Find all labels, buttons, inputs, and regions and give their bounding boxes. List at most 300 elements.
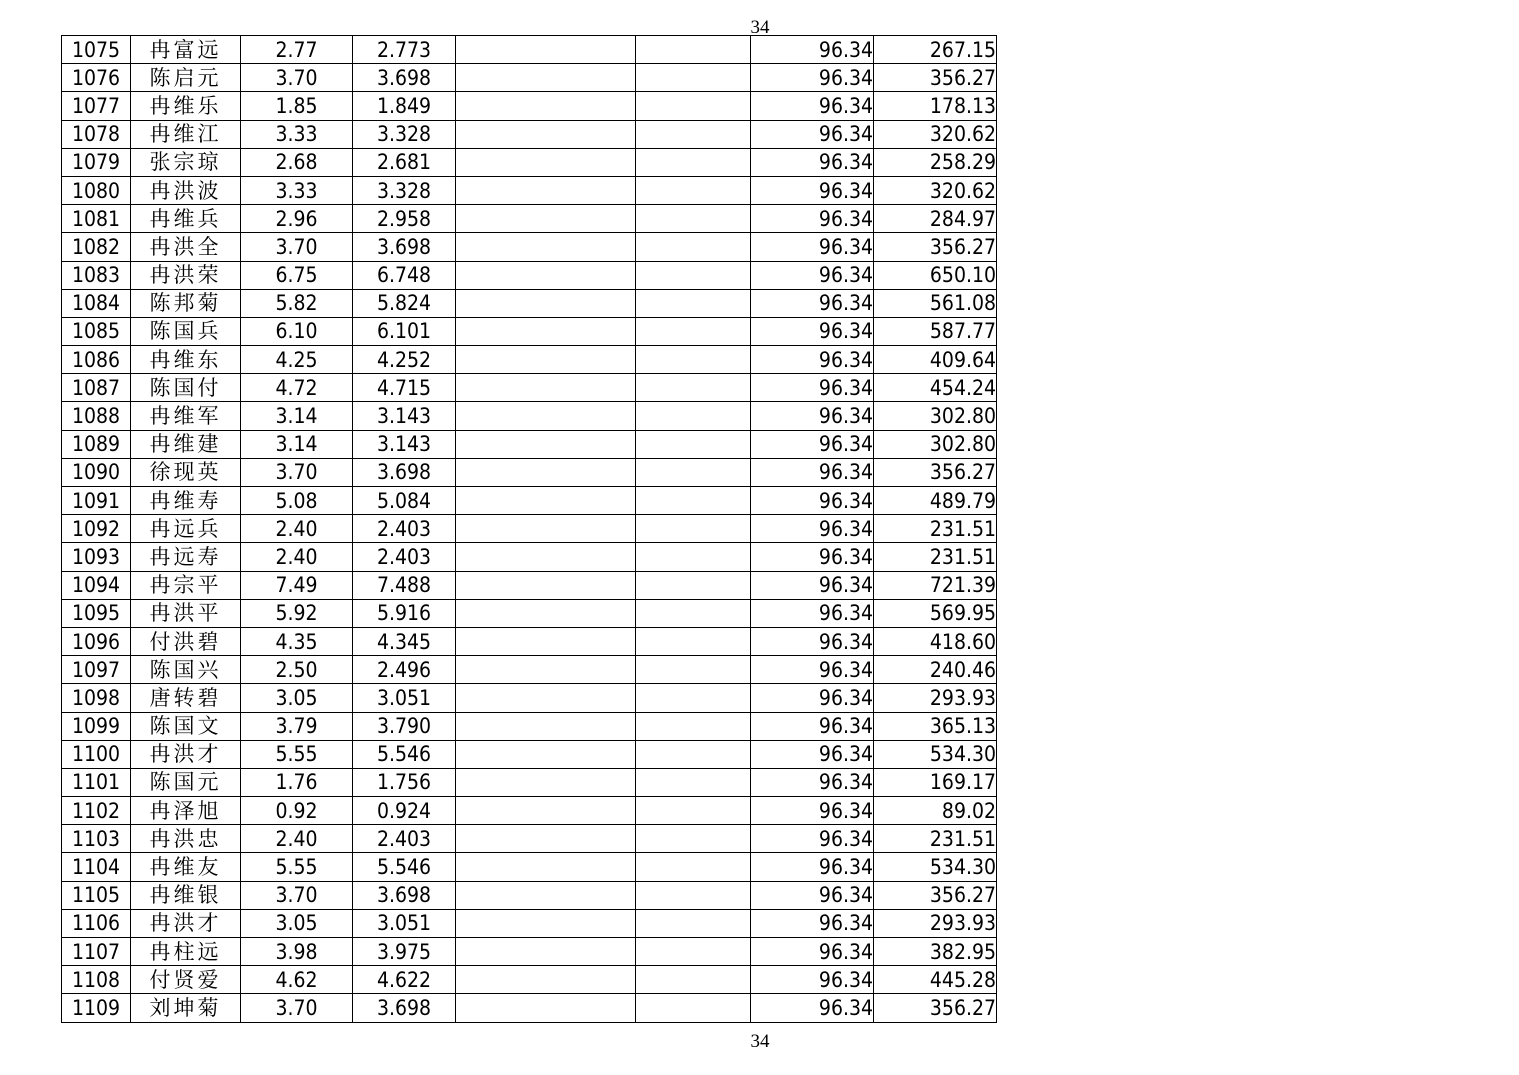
blank-cell [636, 289, 751, 317]
blank-cell [636, 64, 751, 92]
price-cell: 96.34 [751, 571, 874, 599]
blank-cell [636, 656, 751, 684]
table-row [62, 148, 997, 176]
table-row [62, 797, 997, 825]
blank-cell [456, 402, 636, 430]
name-cell: 冉维建 [131, 430, 241, 458]
price-cell: 96.34 [751, 317, 874, 345]
name-cell: 冉洪才 [131, 909, 241, 937]
blank-cell [456, 176, 636, 204]
area-cell: 4.35 [241, 627, 353, 655]
blank-cell [456, 684, 636, 712]
table-row [62, 205, 997, 233]
row-number-cell: 1075 [62, 36, 131, 64]
amount-cell: 561.08 [874, 289, 997, 317]
row-number-cell: 1106 [62, 909, 131, 937]
area-exact-cell: 2.773 [353, 36, 456, 64]
blank-cell [636, 233, 751, 261]
area-cell: 3.14 [241, 402, 353, 430]
row-number-cell: 1085 [62, 317, 131, 345]
row-number-cell: 1078 [62, 120, 131, 148]
blank-cell [456, 909, 636, 937]
amount-cell: 356.27 [874, 64, 997, 92]
table-row [62, 515, 997, 543]
page-number-top: 34 [750, 17, 770, 38]
amount-cell: 293.93 [874, 909, 997, 937]
name-cell: 唐转碧 [131, 684, 241, 712]
area-exact-cell: 3.790 [353, 712, 456, 740]
blank-cell [456, 853, 636, 881]
area-exact-cell: 2.496 [353, 656, 456, 684]
name-cell: 冉维兵 [131, 205, 241, 233]
blank-cell [456, 261, 636, 289]
area-cell: 0.92 [241, 797, 353, 825]
blank-cell [636, 261, 751, 289]
area-cell: 2.96 [241, 205, 353, 233]
row-number-cell: 1080 [62, 176, 131, 204]
table-row [62, 881, 997, 909]
area-exact-cell: 3.698 [353, 458, 456, 486]
price-cell: 96.34 [751, 487, 874, 515]
blank-cell [636, 176, 751, 204]
area-cell: 6.75 [241, 261, 353, 289]
row-number-cell: 1082 [62, 233, 131, 261]
blank-cell [456, 543, 636, 571]
blank-cell [456, 92, 636, 120]
area-cell: 3.05 [241, 684, 353, 712]
table-row [62, 627, 997, 655]
blank-cell [636, 430, 751, 458]
price-cell: 96.34 [751, 233, 874, 261]
amount-cell: 320.62 [874, 176, 997, 204]
blank-cell [456, 233, 636, 261]
amount-cell: 267.15 [874, 36, 997, 64]
area-exact-cell: 3.143 [353, 402, 456, 430]
blank-cell [456, 656, 636, 684]
row-number-cell: 1108 [62, 966, 131, 994]
table-row [62, 176, 997, 204]
table-row [62, 92, 997, 120]
amount-cell: 587.77 [874, 317, 997, 345]
name-cell: 冉富远 [131, 36, 241, 64]
price-cell: 96.34 [751, 289, 874, 317]
name-cell: 冉维东 [131, 346, 241, 374]
row-number-cell: 1109 [62, 994, 131, 1022]
amount-cell: 284.97 [874, 205, 997, 233]
row-number-cell: 1094 [62, 571, 131, 599]
area-cell: 3.70 [241, 64, 353, 92]
row-number-cell: 1089 [62, 430, 131, 458]
area-cell: 5.08 [241, 487, 353, 515]
area-exact-cell: 3.698 [353, 64, 456, 92]
row-number-cell: 1097 [62, 656, 131, 684]
area-cell: 3.05 [241, 909, 353, 937]
name-cell: 冉维寿 [131, 487, 241, 515]
table-row [62, 233, 997, 261]
area-exact-cell: 3.975 [353, 938, 456, 966]
area-exact-cell: 3.328 [353, 120, 456, 148]
area-cell: 3.98 [241, 938, 353, 966]
amount-cell: 534.30 [874, 853, 997, 881]
name-cell: 徐现英 [131, 458, 241, 486]
blank-cell [636, 599, 751, 627]
name-cell: 冉维乐 [131, 92, 241, 120]
area-exact-cell: 3.698 [353, 881, 456, 909]
name-cell: 付贤爱 [131, 966, 241, 994]
table-row [62, 402, 997, 430]
area-cell: 6.10 [241, 317, 353, 345]
area-exact-cell: 5.546 [353, 853, 456, 881]
name-cell: 张宗琼 [131, 148, 241, 176]
price-cell: 96.34 [751, 656, 874, 684]
name-cell: 陈国元 [131, 768, 241, 796]
price-cell: 96.34 [751, 64, 874, 92]
row-number-cell: 1091 [62, 487, 131, 515]
price-cell: 96.34 [751, 599, 874, 627]
table-row [62, 346, 997, 374]
area-cell: 3.33 [241, 176, 353, 204]
area-cell: 3.14 [241, 430, 353, 458]
name-cell: 冉洪才 [131, 740, 241, 768]
name-cell: 陈国兵 [131, 317, 241, 345]
area-exact-cell: 3.698 [353, 233, 456, 261]
amount-cell: 302.80 [874, 430, 997, 458]
name-cell: 陈国兴 [131, 656, 241, 684]
name-cell: 冉维友 [131, 853, 241, 881]
table-row [62, 825, 997, 853]
area-cell: 2.40 [241, 515, 353, 543]
area-exact-cell: 5.824 [353, 289, 456, 317]
blank-cell [456, 712, 636, 740]
name-cell: 冉洪平 [131, 599, 241, 627]
row-number-cell: 1084 [62, 289, 131, 317]
blank-cell [636, 994, 751, 1022]
blank-cell [636, 740, 751, 768]
table-row [62, 36, 997, 64]
area-exact-cell: 5.916 [353, 599, 456, 627]
row-number-cell: 1103 [62, 825, 131, 853]
area-exact-cell: 0.924 [353, 797, 456, 825]
blank-cell [636, 909, 751, 937]
area-exact-cell: 3.143 [353, 430, 456, 458]
row-number-cell: 1081 [62, 205, 131, 233]
area-exact-cell: 4.252 [353, 346, 456, 374]
row-number-cell: 1098 [62, 684, 131, 712]
blank-cell [456, 515, 636, 543]
name-cell: 陈国付 [131, 374, 241, 402]
blank-cell [636, 825, 751, 853]
area-cell: 4.62 [241, 966, 353, 994]
area-cell: 2.68 [241, 148, 353, 176]
area-cell: 3.70 [241, 881, 353, 909]
price-cell: 96.34 [751, 966, 874, 994]
area-exact-cell: 5.546 [353, 740, 456, 768]
blank-cell [456, 430, 636, 458]
table-row [62, 966, 997, 994]
area-cell: 5.55 [241, 740, 353, 768]
blank-cell [456, 346, 636, 374]
area-exact-cell: 6.748 [353, 261, 456, 289]
amount-cell: 418.60 [874, 627, 997, 655]
blank-cell [636, 853, 751, 881]
name-cell: 冉洪忠 [131, 825, 241, 853]
price-cell: 96.34 [751, 994, 874, 1022]
price-cell: 96.34 [751, 36, 874, 64]
price-cell: 96.34 [751, 938, 874, 966]
price-cell: 96.34 [751, 797, 874, 825]
area-cell: 4.25 [241, 346, 353, 374]
blank-cell [636, 458, 751, 486]
table-row [62, 430, 997, 458]
amount-cell: 356.27 [874, 881, 997, 909]
area-cell: 3.79 [241, 712, 353, 740]
name-cell: 冉远寿 [131, 543, 241, 571]
name-cell: 冉柱远 [131, 938, 241, 966]
price-cell: 96.34 [751, 740, 874, 768]
price-cell: 96.34 [751, 712, 874, 740]
amount-cell: 534.30 [874, 740, 997, 768]
area-cell: 7.49 [241, 571, 353, 599]
area-cell: 5.82 [241, 289, 353, 317]
row-number-cell: 1100 [62, 740, 131, 768]
blank-cell [456, 205, 636, 233]
area-cell: 3.70 [241, 458, 353, 486]
blank-cell [456, 487, 636, 515]
blank-cell [456, 458, 636, 486]
name-cell: 冉洪波 [131, 176, 241, 204]
area-exact-cell: 2.403 [353, 825, 456, 853]
area-cell: 3.33 [241, 120, 353, 148]
area-exact-cell: 3.051 [353, 909, 456, 937]
blank-cell [636, 938, 751, 966]
row-number-cell: 1088 [62, 402, 131, 430]
table-row [62, 909, 997, 937]
name-cell: 冉远兵 [131, 515, 241, 543]
row-number-cell: 1083 [62, 261, 131, 289]
blank-cell [456, 120, 636, 148]
blank-cell [636, 402, 751, 430]
area-exact-cell: 2.681 [353, 148, 456, 176]
area-cell: 4.72 [241, 374, 353, 402]
table-row [62, 853, 997, 881]
blank-cell [456, 36, 636, 64]
amount-cell: 293.93 [874, 684, 997, 712]
area-exact-cell: 5.084 [353, 487, 456, 515]
blank-cell [456, 938, 636, 966]
row-number-cell: 1090 [62, 458, 131, 486]
area-exact-cell: 4.622 [353, 966, 456, 994]
blank-cell [456, 797, 636, 825]
price-cell: 96.34 [751, 825, 874, 853]
blank-cell [456, 966, 636, 994]
area-exact-cell: 3.698 [353, 994, 456, 1022]
area-exact-cell: 3.328 [353, 176, 456, 204]
amount-cell: 258.29 [874, 148, 997, 176]
amount-cell: 231.51 [874, 543, 997, 571]
row-number-cell: 1101 [62, 768, 131, 796]
amount-cell: 178.13 [874, 92, 997, 120]
price-cell: 96.34 [751, 768, 874, 796]
blank-cell [456, 994, 636, 1022]
row-number-cell: 1087 [62, 374, 131, 402]
table-row [62, 938, 997, 966]
blank-cell [456, 627, 636, 655]
price-cell: 96.34 [751, 374, 874, 402]
blank-cell [456, 289, 636, 317]
table-row [62, 458, 997, 486]
table-row [62, 994, 997, 1022]
price-cell: 96.34 [751, 684, 874, 712]
amount-cell: 454.24 [874, 374, 997, 402]
area-exact-cell: 3.051 [353, 684, 456, 712]
row-number-cell: 1076 [62, 64, 131, 92]
row-number-cell: 1096 [62, 627, 131, 655]
price-cell: 96.34 [751, 430, 874, 458]
name-cell: 冉泽旭 [131, 797, 241, 825]
table-row [62, 599, 997, 627]
table-row [62, 120, 997, 148]
blank-cell [456, 571, 636, 599]
price-cell: 96.34 [751, 346, 874, 374]
row-number-cell: 1102 [62, 797, 131, 825]
price-cell: 96.34 [751, 543, 874, 571]
row-number-cell: 1086 [62, 346, 131, 374]
price-cell: 96.34 [751, 627, 874, 655]
table-row [62, 289, 997, 317]
area-exact-cell: 1.756 [353, 768, 456, 796]
row-number-cell: 1099 [62, 712, 131, 740]
name-cell: 付洪碧 [131, 627, 241, 655]
table-row [62, 64, 997, 92]
blank-cell [636, 346, 751, 374]
blank-cell [456, 881, 636, 909]
blank-cell [636, 712, 751, 740]
amount-cell: 89.02 [874, 797, 997, 825]
blank-cell [456, 825, 636, 853]
amount-cell: 356.27 [874, 994, 997, 1022]
table-row [62, 656, 997, 684]
blank-cell [456, 148, 636, 176]
area-exact-cell: 2.403 [353, 543, 456, 571]
blank-cell [456, 374, 636, 402]
area-cell: 2.77 [241, 36, 353, 64]
blank-cell [636, 543, 751, 571]
amount-cell: 445.28 [874, 966, 997, 994]
blank-cell [456, 64, 636, 92]
amount-cell: 240.46 [874, 656, 997, 684]
blank-cell [636, 205, 751, 233]
row-number-cell: 1105 [62, 881, 131, 909]
area-cell: 1.76 [241, 768, 353, 796]
price-cell: 96.34 [751, 909, 874, 937]
row-number-cell: 1107 [62, 938, 131, 966]
blank-cell [636, 966, 751, 994]
blank-cell [636, 36, 751, 64]
amount-cell: 382.95 [874, 938, 997, 966]
area-exact-cell: 2.958 [353, 205, 456, 233]
blank-cell [636, 374, 751, 402]
name-cell: 陈国文 [131, 712, 241, 740]
row-number-cell: 1093 [62, 543, 131, 571]
blank-cell [456, 599, 636, 627]
table-row [62, 543, 997, 571]
area-cell: 2.40 [241, 825, 353, 853]
price-cell: 96.34 [751, 515, 874, 543]
price-cell: 96.34 [751, 458, 874, 486]
area-cell: 2.40 [241, 543, 353, 571]
page-number-bottom: 34 [750, 1031, 770, 1052]
table-row [62, 684, 997, 712]
name-cell: 陈邦菊 [131, 289, 241, 317]
blank-cell [636, 487, 751, 515]
row-number-cell: 1079 [62, 148, 131, 176]
price-cell: 96.34 [751, 261, 874, 289]
amount-cell: 409.64 [874, 346, 997, 374]
blank-cell [456, 740, 636, 768]
price-cell: 96.34 [751, 176, 874, 204]
name-cell: 陈启元 [131, 64, 241, 92]
blank-cell [636, 317, 751, 345]
price-cell: 96.34 [751, 120, 874, 148]
row-number-cell: 1095 [62, 599, 131, 627]
table-row [62, 571, 997, 599]
amount-cell: 569.95 [874, 599, 997, 627]
name-cell: 冉宗平 [131, 571, 241, 599]
row-number-cell: 1092 [62, 515, 131, 543]
amount-cell: 320.62 [874, 120, 997, 148]
amount-cell: 231.51 [874, 825, 997, 853]
blank-cell [636, 797, 751, 825]
amount-cell: 489.79 [874, 487, 997, 515]
amount-cell: 356.27 [874, 458, 997, 486]
row-number-cell: 1104 [62, 853, 131, 881]
area-cell: 2.50 [241, 656, 353, 684]
blank-cell [636, 92, 751, 120]
table-row [62, 712, 997, 740]
area-cell: 1.85 [241, 92, 353, 120]
area-cell: 5.92 [241, 599, 353, 627]
amount-cell: 356.27 [874, 233, 997, 261]
blank-cell [636, 881, 751, 909]
name-cell: 冉维江 [131, 120, 241, 148]
row-number-cell: 1077 [62, 92, 131, 120]
amount-cell: 365.13 [874, 712, 997, 740]
blank-cell [636, 627, 751, 655]
area-exact-cell: 1.849 [353, 92, 456, 120]
price-cell: 96.34 [751, 92, 874, 120]
area-exact-cell: 6.101 [353, 317, 456, 345]
blank-cell [636, 684, 751, 712]
blank-cell [456, 768, 636, 796]
amount-cell: 169.17 [874, 768, 997, 796]
name-cell: 冉洪全 [131, 233, 241, 261]
blank-cell [636, 148, 751, 176]
blank-cell [636, 515, 751, 543]
amount-cell: 231.51 [874, 515, 997, 543]
blank-cell [636, 768, 751, 796]
name-cell: 刘坤菊 [131, 994, 241, 1022]
amount-cell: 302.80 [874, 402, 997, 430]
table-row [62, 261, 997, 289]
ledger-body [62, 36, 997, 1023]
name-cell: 冉维银 [131, 881, 241, 909]
table-row [62, 740, 997, 768]
blank-cell [636, 120, 751, 148]
blank-cell [456, 317, 636, 345]
table-row [62, 317, 997, 345]
name-cell: 冉维军 [131, 402, 241, 430]
area-exact-cell: 4.345 [353, 627, 456, 655]
